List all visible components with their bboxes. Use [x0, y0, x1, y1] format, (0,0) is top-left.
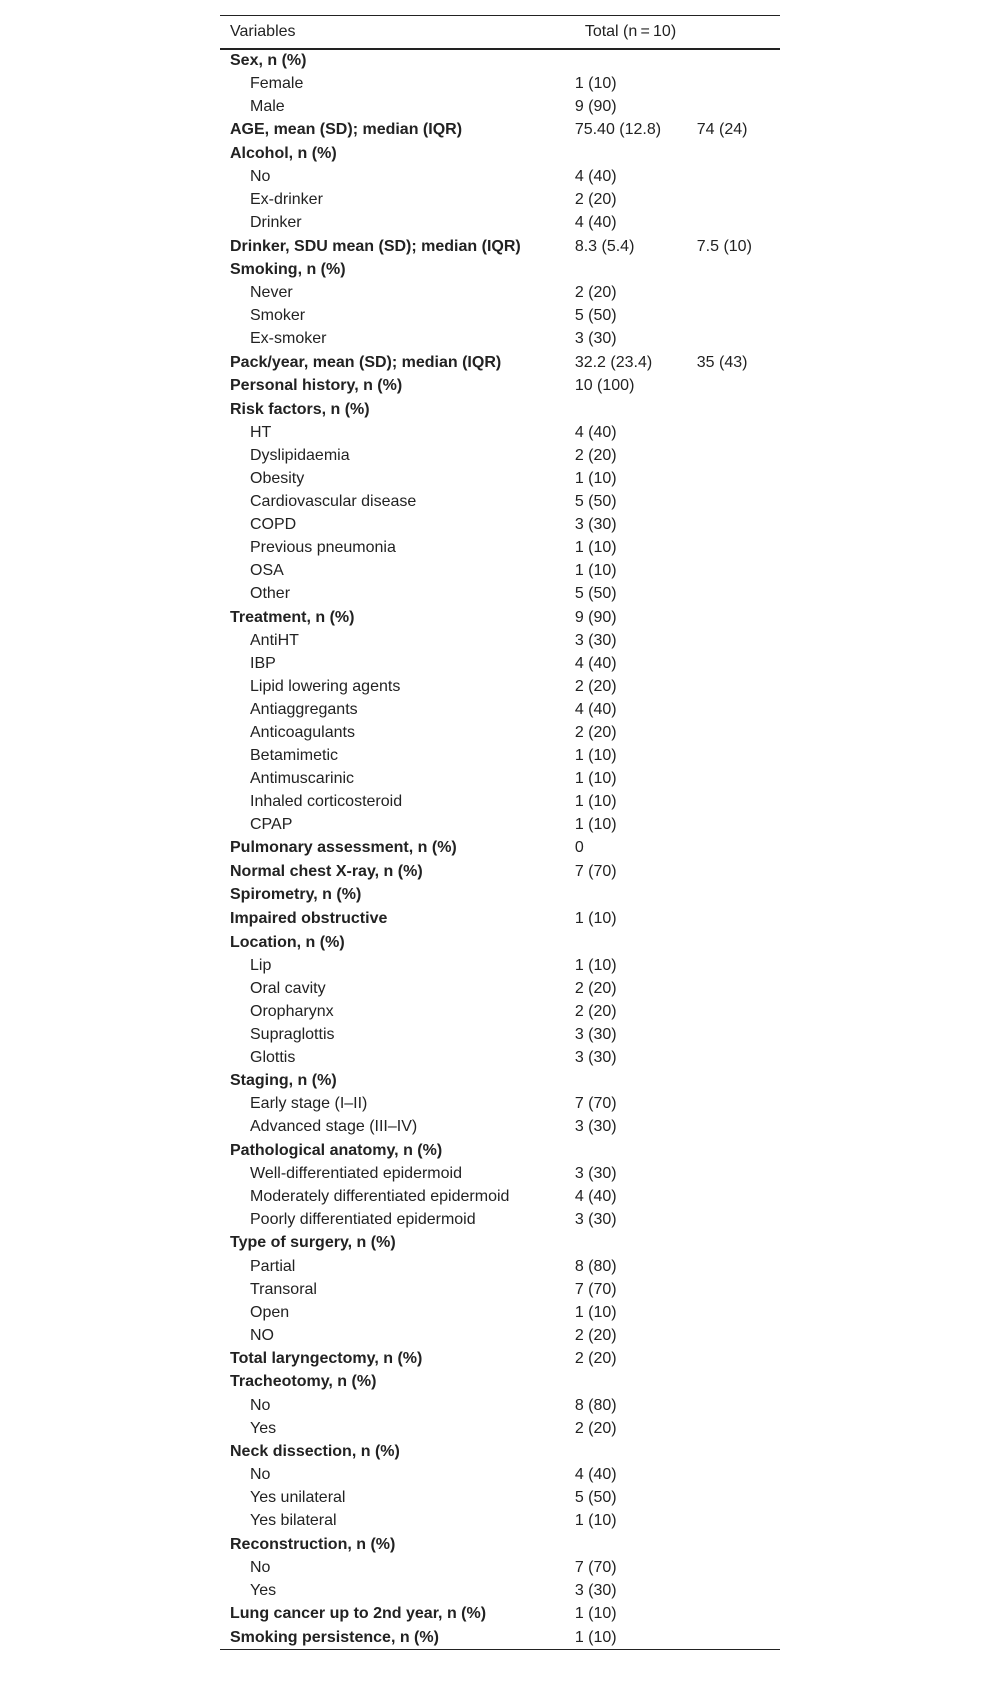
table-group-row [220, 1371, 780, 1395]
table-row [220, 73, 780, 96]
cell-median [697, 954, 780, 977]
cell-median [697, 445, 780, 468]
cell-median [697, 977, 780, 1000]
cell-total: 4 (40) [574, 1466, 617, 1484]
cell-median [697, 1394, 780, 1417]
cell-median [697, 629, 780, 652]
table-row [220, 1417, 780, 1440]
cell-variable: Treatment, n (%) [230, 608, 355, 626]
table-group-row [220, 1440, 780, 1464]
table-group-row [220, 931, 780, 955]
table-row [220, 560, 780, 583]
cell-median [697, 1046, 780, 1069]
cell-median [697, 1000, 780, 1023]
table-row [220, 767, 780, 790]
cell-variable: Pulmonary assessment, n (%) [230, 839, 457, 857]
cell-total: 8 (80) [574, 1257, 617, 1275]
table-group-row [220, 1602, 780, 1626]
cell-variable: COPD [250, 516, 297, 534]
cell-median [697, 514, 780, 537]
table-row [220, 813, 780, 836]
table-row [220, 744, 780, 767]
cell-median [697, 583, 780, 606]
cell-median [697, 560, 780, 583]
cell-total: 3 (30) [574, 1211, 617, 1228]
cell-variable: Inhaled corticosteroid [250, 792, 403, 810]
cell-variable: Sex, n (%) [230, 52, 307, 70]
cell-variable: Drinker, SDU mean (SD); median (IQR) [230, 237, 521, 255]
cell-variable: Type of surgery, n (%) [230, 1234, 396, 1252]
cell-median [697, 491, 780, 514]
table-group-row [220, 351, 780, 375]
cell-variable: Open [250, 1303, 290, 1321]
cell-median: 74 (24) [696, 121, 748, 139]
cell-variable: No [250, 168, 271, 186]
cell-variable: Location, n (%) [230, 933, 345, 951]
cell-variable: Personal history, n (%) [230, 377, 403, 395]
table-row [220, 96, 780, 119]
cell-median [697, 1278, 780, 1301]
cell-variable: Female [250, 75, 304, 93]
cell-total: 2 (20) [574, 191, 617, 209]
cell-median [697, 1209, 780, 1232]
cell-variable: Betamimetic [250, 746, 339, 764]
cell-total [575, 398, 697, 422]
cell-total [575, 1440, 697, 1464]
cell-variable: Reconstruction, n (%) [230, 1535, 396, 1553]
cell-total: 10 (100) [574, 377, 635, 395]
table-row [220, 1186, 780, 1209]
cell-total: 1 (10) [574, 769, 617, 787]
cell-median [697, 675, 780, 698]
table-row [220, 1579, 780, 1602]
cell-variable: Lung cancer up to 2nd year, n (%) [230, 1605, 487, 1623]
cell-variable: Dyslipidaemia [250, 447, 350, 465]
cell-total: 8 (80) [574, 1396, 617, 1414]
cell-median [697, 1579, 780, 1602]
cell-variable: Cardiovascular disease [250, 493, 417, 511]
cell-variable: Ex-smoker [250, 330, 327, 348]
cell-total: 7 (70) [574, 1558, 617, 1576]
table-group-row [220, 375, 780, 399]
cell-total: 2 (20) [574, 723, 617, 741]
cell-median [697, 790, 780, 813]
cell-variable: Alcohol, n (%) [230, 144, 337, 162]
cell-median [697, 166, 780, 189]
cell-variable: NO [250, 1326, 274, 1344]
cell-total: 2 (20) [574, 677, 617, 695]
cell-total: 4 (40) [574, 214, 617, 232]
cell-variable: Lipid lowering agents [250, 677, 401, 695]
cell-variable: Lip [250, 956, 272, 974]
cell-variable: Antiaggregants [250, 700, 358, 718]
table-group-row [220, 235, 780, 259]
cell-variable: Anticoagulants [250, 723, 355, 741]
cell-median [697, 1255, 780, 1278]
cell-variable: Partial [250, 1257, 296, 1275]
table-group-row [220, 1139, 780, 1163]
table-row [220, 305, 780, 328]
cell-median [697, 721, 780, 744]
cell-variable: Smoker [250, 307, 306, 325]
cell-total: 7 (70) [574, 862, 617, 880]
cell-variable: Other [250, 585, 291, 603]
table-group-row [220, 606, 780, 630]
cell-total: 5 (50) [574, 1489, 617, 1507]
cell-median [697, 189, 780, 212]
table-group-row [220, 1069, 780, 1093]
cell-median [697, 305, 780, 328]
cell-median [697, 698, 780, 721]
table-row [220, 1023, 780, 1046]
cell-median [697, 468, 780, 491]
cell-total: 2 (20) [574, 1002, 617, 1020]
patient-characteristics-table [220, 15, 780, 1650]
cell-total: 3 (30) [574, 1025, 617, 1043]
cell-total: 3 (30) [574, 1581, 617, 1599]
cell-total: 1 (10) [574, 956, 617, 974]
cell-total: 9 (90) [574, 98, 617, 116]
cell-total: 4 (40) [574, 1188, 617, 1205]
patient-characteristics-table-container [220, 15, 780, 1650]
cell-total [575, 1069, 697, 1093]
cell-total [575, 258, 697, 282]
cell-median [697, 1069, 780, 1093]
cell-median [697, 1556, 780, 1579]
cell-variable: Smoking, n (%) [230, 261, 346, 279]
table-group-row [220, 836, 780, 860]
table-row [220, 212, 780, 235]
table-row [220, 468, 780, 491]
cell-total: 2 (20) [574, 447, 617, 465]
cell-median [697, 1602, 780, 1626]
cell-median [697, 1023, 780, 1046]
cell-median [697, 1139, 780, 1163]
cell-total: 3 (30) [574, 330, 617, 348]
table-row [220, 282, 780, 305]
cell-median [697, 652, 780, 675]
cell-median [697, 212, 780, 235]
cell-total: 2 (20) [574, 1326, 617, 1344]
header-extra [697, 16, 780, 50]
cell-total: 4 (40) [574, 654, 617, 672]
cell-median [697, 836, 780, 860]
cell-total: 1 (10) [574, 909, 617, 927]
table-row [220, 1116, 780, 1139]
cell-median [697, 1371, 780, 1395]
cell-variable: Pack/year, mean (SD); median (IQR) [230, 353, 502, 371]
table-row [220, 1000, 780, 1023]
cell-variable: Ex-drinker [250, 191, 323, 209]
cell-total: 0 [574, 839, 584, 857]
cell-variable: Early stage (I–II) [250, 1095, 368, 1113]
cell-variable: Well-differentiated epidermoid [250, 1165, 462, 1182]
table-row [220, 1464, 780, 1487]
cell-variable: Smoking persistence, n (%) [230, 1628, 439, 1646]
cell-total [575, 1232, 697, 1256]
cell-variable: IBP [250, 654, 276, 672]
table-row [220, 629, 780, 652]
table-row [220, 1510, 780, 1533]
cell-median [697, 537, 780, 560]
cell-total: 4 (40) [574, 700, 617, 718]
cell-variable: Total laryngectomy, n (%) [230, 1349, 423, 1367]
cell-total: 7 (70) [574, 1280, 617, 1298]
table-group-row [220, 907, 780, 931]
cell-variable: No [250, 1466, 271, 1484]
cell-median [697, 606, 780, 630]
cell-median [697, 1464, 780, 1487]
table-group-row [220, 258, 780, 282]
table-row [220, 1394, 780, 1417]
cell-variable: Staging, n (%) [230, 1072, 337, 1090]
cell-variable: Glottis [250, 1048, 296, 1066]
cell-total: 5 (50) [574, 307, 617, 325]
cell-variable: Tracheotomy, n (%) [230, 1373, 377, 1391]
table-row [220, 675, 780, 698]
cell-median [697, 1417, 780, 1440]
cell-total [575, 1371, 697, 1395]
cell-total: 4 (40) [574, 424, 617, 442]
cell-median [697, 73, 780, 96]
cell-total [575, 931, 697, 955]
cell-total [575, 1533, 697, 1557]
cell-variable: Male [250, 98, 285, 116]
cell-median [697, 884, 780, 908]
table-row [220, 1556, 780, 1579]
cell-median [697, 1186, 780, 1209]
table-row [220, 166, 780, 189]
table-row [220, 1487, 780, 1510]
cell-variable: Antimuscarinic [250, 769, 355, 787]
cell-variable: CPAP [250, 815, 293, 833]
cell-median [697, 1510, 780, 1533]
table-row [220, 491, 780, 514]
cell-variable: Oral cavity [250, 979, 326, 997]
cell-variable: No [250, 1558, 271, 1576]
table-row [220, 1278, 780, 1301]
cell-variable: Risk factors, n (%) [230, 400, 370, 418]
header-row [220, 16, 780, 50]
table-header [220, 16, 780, 50]
table-row [220, 189, 780, 212]
cell-total: 1 (10) [574, 1303, 617, 1321]
table-row [220, 1301, 780, 1324]
cell-total: 3 (30) [574, 516, 617, 534]
cell-median [697, 1626, 780, 1650]
table-row [220, 1163, 780, 1186]
table-row [220, 514, 780, 537]
cell-median [697, 49, 780, 73]
cell-total: 2 (20) [574, 979, 617, 997]
cell-median [697, 1533, 780, 1557]
table-row [220, 954, 780, 977]
cell-variable: Previous pneumonia [250, 539, 396, 557]
cell-total: 4 (40) [574, 168, 617, 186]
table-row [220, 537, 780, 560]
cell-median [697, 1324, 780, 1347]
cell-total: 1 (10) [574, 1628, 617, 1646]
table-row [220, 721, 780, 744]
cell-total: 2 (20) [574, 1349, 617, 1367]
cell-median [697, 1116, 780, 1139]
cell-median [697, 744, 780, 767]
table-row [220, 583, 780, 606]
cell-variable: HT [250, 424, 272, 442]
table-group-row [220, 860, 780, 884]
cell-median [697, 96, 780, 119]
table-row [220, 1255, 780, 1278]
cell-total: 1 (10) [574, 470, 617, 488]
cell-total: 5 (50) [574, 493, 617, 511]
table-group-row [220, 142, 780, 166]
cell-variable: Impaired obstructive [230, 909, 388, 927]
cell-variable: Pathological anatomy, n (%) [230, 1141, 443, 1159]
table-row [220, 1046, 780, 1069]
cell-total [575, 1139, 697, 1163]
cell-total [575, 49, 697, 73]
cell-total: 32.2 (23.4) [574, 353, 653, 371]
table-group-row [220, 119, 780, 143]
cell-variable: Drinker [250, 214, 302, 232]
cell-variable: Supraglottis [250, 1025, 335, 1043]
cell-total: 1 (10) [574, 539, 617, 557]
cell-total: 3 (30) [574, 1165, 617, 1182]
cell-total: 3 (30) [574, 631, 617, 649]
cell-median [697, 813, 780, 836]
cell-total: 9 (90) [574, 608, 617, 626]
cell-median [697, 375, 780, 399]
cell-total: 3 (30) [574, 1118, 617, 1136]
cell-median [697, 258, 780, 282]
cell-total: 75.40 (12.8) [574, 121, 662, 139]
cell-median [697, 1232, 780, 1256]
cell-median [697, 1487, 780, 1510]
cell-median: 7.5 (10) [696, 237, 752, 255]
cell-median [697, 142, 780, 166]
table-group-row [220, 1626, 780, 1650]
cell-variable: Neck dissection, n (%) [230, 1443, 400, 1461]
cell-median [697, 328, 780, 351]
table-row [220, 977, 780, 1000]
cell-variable: AntiHT [250, 631, 299, 649]
cell-total: 1 (10) [574, 746, 617, 764]
cell-median: 35 (43) [696, 353, 748, 371]
table-group-row [220, 1533, 780, 1557]
table-group-row [220, 1232, 780, 1256]
table-row [220, 445, 780, 468]
cell-total [575, 884, 697, 908]
cell-variable: Yes [250, 1419, 277, 1437]
cell-total: 1 (10) [574, 1512, 617, 1530]
table-row [220, 790, 780, 813]
cell-variable: Oropharynx [250, 1002, 334, 1020]
cell-variable: Advanced stage (III–IV) [250, 1118, 418, 1136]
table-row [220, 698, 780, 721]
cell-median [697, 931, 780, 955]
cell-variable: Never [250, 284, 293, 302]
cell-total: 3 (30) [574, 1048, 617, 1066]
table-row [220, 422, 780, 445]
cell-total: 2 (20) [574, 1419, 617, 1437]
table-row [220, 328, 780, 351]
cell-median [697, 1440, 780, 1464]
cell-variable: Yes bilateral [250, 1512, 337, 1530]
cell-variable: No [250, 1396, 271, 1414]
cell-variable: Yes unilateral [250, 1489, 346, 1507]
cell-variable: AGE, mean (SD); median (IQR) [230, 121, 463, 139]
cell-total: 1 (10) [574, 792, 617, 810]
cell-variable: Yes [250, 1581, 277, 1599]
cell-variable: Obesity [250, 470, 305, 488]
header-total: Total (n = 10) [584, 23, 677, 40]
cell-total: 2 (20) [574, 284, 617, 302]
cell-total: 1 (10) [574, 1605, 617, 1623]
table-row [220, 1093, 780, 1116]
cell-median [697, 1301, 780, 1324]
cell-variable: Moderately differentiated epidermoid [250, 1188, 510, 1205]
cell-median [697, 907, 780, 931]
cell-variable: Normal chest X-ray, n (%) [230, 862, 423, 880]
header-variables: Variables [230, 23, 296, 40]
table-group-row [220, 1347, 780, 1371]
table-row [220, 1209, 780, 1232]
table-group-row [220, 884, 780, 908]
cell-median [697, 767, 780, 790]
cell-total: 1 (10) [574, 562, 617, 580]
cell-total: 1 (10) [574, 815, 617, 833]
cell-median [697, 398, 780, 422]
table-row [220, 652, 780, 675]
cell-variable: Poorly differentiated epidermoid [250, 1211, 476, 1228]
table-group-row [220, 398, 780, 422]
cell-median [697, 1093, 780, 1116]
cell-median [697, 422, 780, 445]
cell-total [575, 142, 697, 166]
cell-median [697, 1163, 780, 1186]
cell-median [697, 282, 780, 305]
table-body [220, 49, 780, 1650]
cell-total: 8.3 (5.4) [574, 237, 635, 255]
cell-variable: Transoral [250, 1280, 317, 1298]
cell-total: 5 (50) [574, 585, 617, 603]
cell-variable: Spirometry, n (%) [230, 886, 362, 904]
table-group-row [220, 49, 780, 73]
cell-median [697, 1347, 780, 1371]
table-row [220, 1324, 780, 1347]
cell-total: 1 (10) [574, 75, 617, 93]
cell-median [697, 860, 780, 884]
cell-total: 7 (70) [574, 1095, 617, 1113]
cell-variable: OSA [250, 562, 284, 580]
